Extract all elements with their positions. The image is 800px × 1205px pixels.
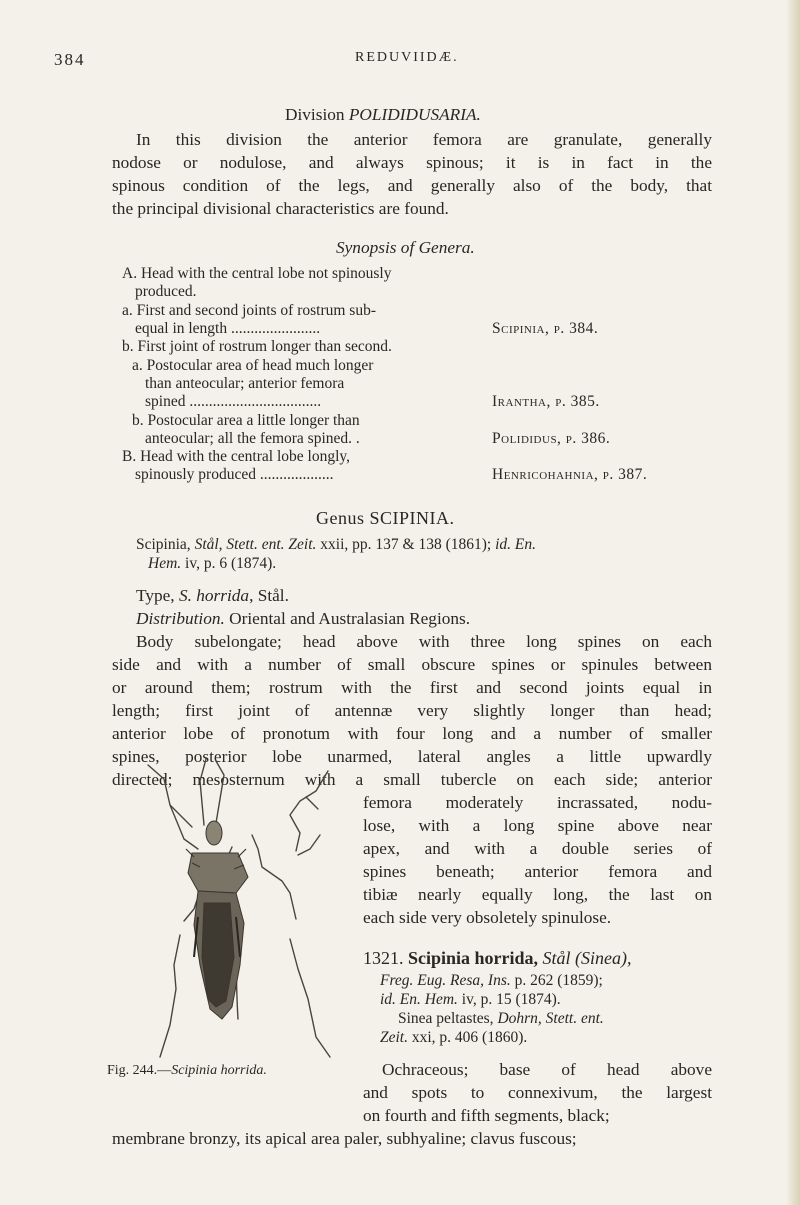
synopsis-line: than anteocular; anterior femora — [145, 375, 345, 392]
figure-caption — [107, 1063, 267, 1079]
division-name: POLIDIDUSARIA. — [348, 105, 481, 124]
synopsis-ref-scipinia: Scipinia, p. 384. — [492, 320, 599, 337]
insect-midleg-right — [252, 835, 296, 919]
synopsis-line: A. Head with the central lobe not spinously — [122, 265, 392, 282]
insect-foreleg-right — [290, 771, 328, 851]
page-edge-shadow — [786, 0, 800, 1205]
insect-antenna-right — [216, 761, 224, 823]
species-ref-2: id. En. Hem. iv, p. 15 (1874). — [380, 991, 561, 1008]
genus-side-line: tibiæ nearly equally long, the last on — [363, 885, 712, 904]
insect-hindleg-right — [290, 939, 330, 1057]
genus-description-line: Body subelongate; head above with three long spines on each — [136, 632, 712, 651]
synopsis-line: b. First joint of rostrum longer than second. — [122, 338, 392, 355]
running-head: REDUVIIDÆ. — [355, 50, 459, 65]
genus-side-line: apex, and with a double series of — [363, 839, 712, 858]
synopsis-ref-henricohahnia: Henricohahnia, p. 387. — [492, 466, 648, 483]
synopsis-line: b. Postocular area a little longer than — [132, 412, 360, 429]
synopsis-ref-irantha: Irantha, p. 385. — [492, 393, 600, 410]
genus-citation-line-1: Scipinia, Stål, Stett. ent. Zeit. xxii, pp. 137 & 138 (1861); id. En. — [136, 536, 536, 553]
species-ref-1: Freg. Eug. Resa, Ins. p. 262 (1859); — [380, 972, 603, 989]
species-ref-3: Sinea peltastes, Dohrn, Stett. ent. — [398, 1010, 604, 1027]
synopsis-line: spinously produced ................... — [135, 466, 334, 483]
species-desc-side-1: Ochraceous; base of head above — [382, 1060, 712, 1079]
genus-description-line: anterior lobe of pronotum with four long and a number of smaller — [112, 724, 712, 743]
genus-side-line: femora moderately incrassated, nodu- — [363, 793, 712, 812]
synopsis-line: anteocular; all the femora spined. . — [145, 430, 360, 447]
genus-description-line: or around them; rostrum with the first and second joints equal in — [112, 678, 712, 697]
insect-foreleg-left — [148, 765, 192, 827]
synopsis-title: Synopsis of Genera. — [336, 238, 475, 257]
species-number: 1321. — [363, 948, 404, 968]
genus-description-line: length; first joint of antennæ very slightly longer than head; — [112, 701, 712, 720]
synopsis-line: produced. — [135, 283, 197, 300]
species-ref-4: Zeit. xxi, p. 406 (1860). — [380, 1029, 528, 1046]
genus-heading: Genus SCIPINIA. — [316, 508, 455, 528]
synopsis-ref-polididus: Polididus, p. 386. — [492, 430, 611, 447]
genus-type: Type, S. horrida, Stål. — [136, 586, 289, 605]
division-heading — [285, 105, 481, 125]
insect-antenna-left — [200, 759, 206, 825]
genus-side-line: lose, with a long spine above near — [363, 816, 712, 835]
synopsis-line: a. Postocular area of head much longer — [132, 357, 374, 374]
division-prefix: Division — [285, 105, 345, 124]
synopsis-line: a. First and second joints of rostrum sub- — [122, 302, 377, 319]
genus-side-line: spines beneath; anterior femora and — [363, 862, 712, 881]
synopsis-line: spined .................................. — [145, 393, 322, 410]
intro-line-4: the principal divisional characteristics are found. — [112, 199, 449, 218]
genus-citation-line-2: Hem. iv, p. 6 (1874). — [148, 555, 277, 572]
insect-illustration — [140, 757, 338, 1061]
intro-line-2: nodose or nodulose, and always spinous; it is in fact in the — [112, 153, 712, 172]
species-name: Scipinia horrida, — [408, 948, 539, 968]
figure-caption-name: Scipinia horrida. — [171, 1063, 267, 1078]
genus-distribution: Distribution. Oriental and Australasian Regions. — [136, 609, 471, 628]
insect-body — [188, 821, 248, 1019]
page-number: 384 — [54, 50, 86, 69]
genus-side-line: each side very obsoletely spinulose. — [363, 908, 612, 927]
species-desc-side-2: and spots to connexivum, the largest — [363, 1083, 712, 1102]
genus-description-line: spines, posterior lobe unarmed, lateral angles a little upwardly — [112, 747, 712, 766]
figure-caption-label: Fig. 244.— — [107, 1063, 172, 1078]
species-desc-full: membrane bronzy, its apical area paler, subhyaline; clavus fuscous; — [112, 1129, 577, 1148]
synopsis-line: B. Head with the central lobe longly, — [122, 448, 350, 465]
species-desc-side-3: on fourth and fifth segments, black; — [363, 1106, 610, 1125]
synopsis-line: equal in length ....................... — [135, 320, 321, 337]
genus-description-line: directed; mesosternum with a small tubercle on each side; anterior — [112, 770, 712, 789]
genus-description-line: side and with a number of small obscure spines or spinules between — [112, 655, 712, 674]
intro-line-3: spinous condition of the legs, and generally also of the body, that — [112, 176, 712, 195]
insect-hindleg-left — [160, 935, 180, 1057]
intro-line-1: In this division the anterior femora are granulate, generally — [136, 130, 712, 149]
species-author: Stål (Sinea), — [542, 948, 632, 968]
species-heading — [363, 948, 632, 969]
